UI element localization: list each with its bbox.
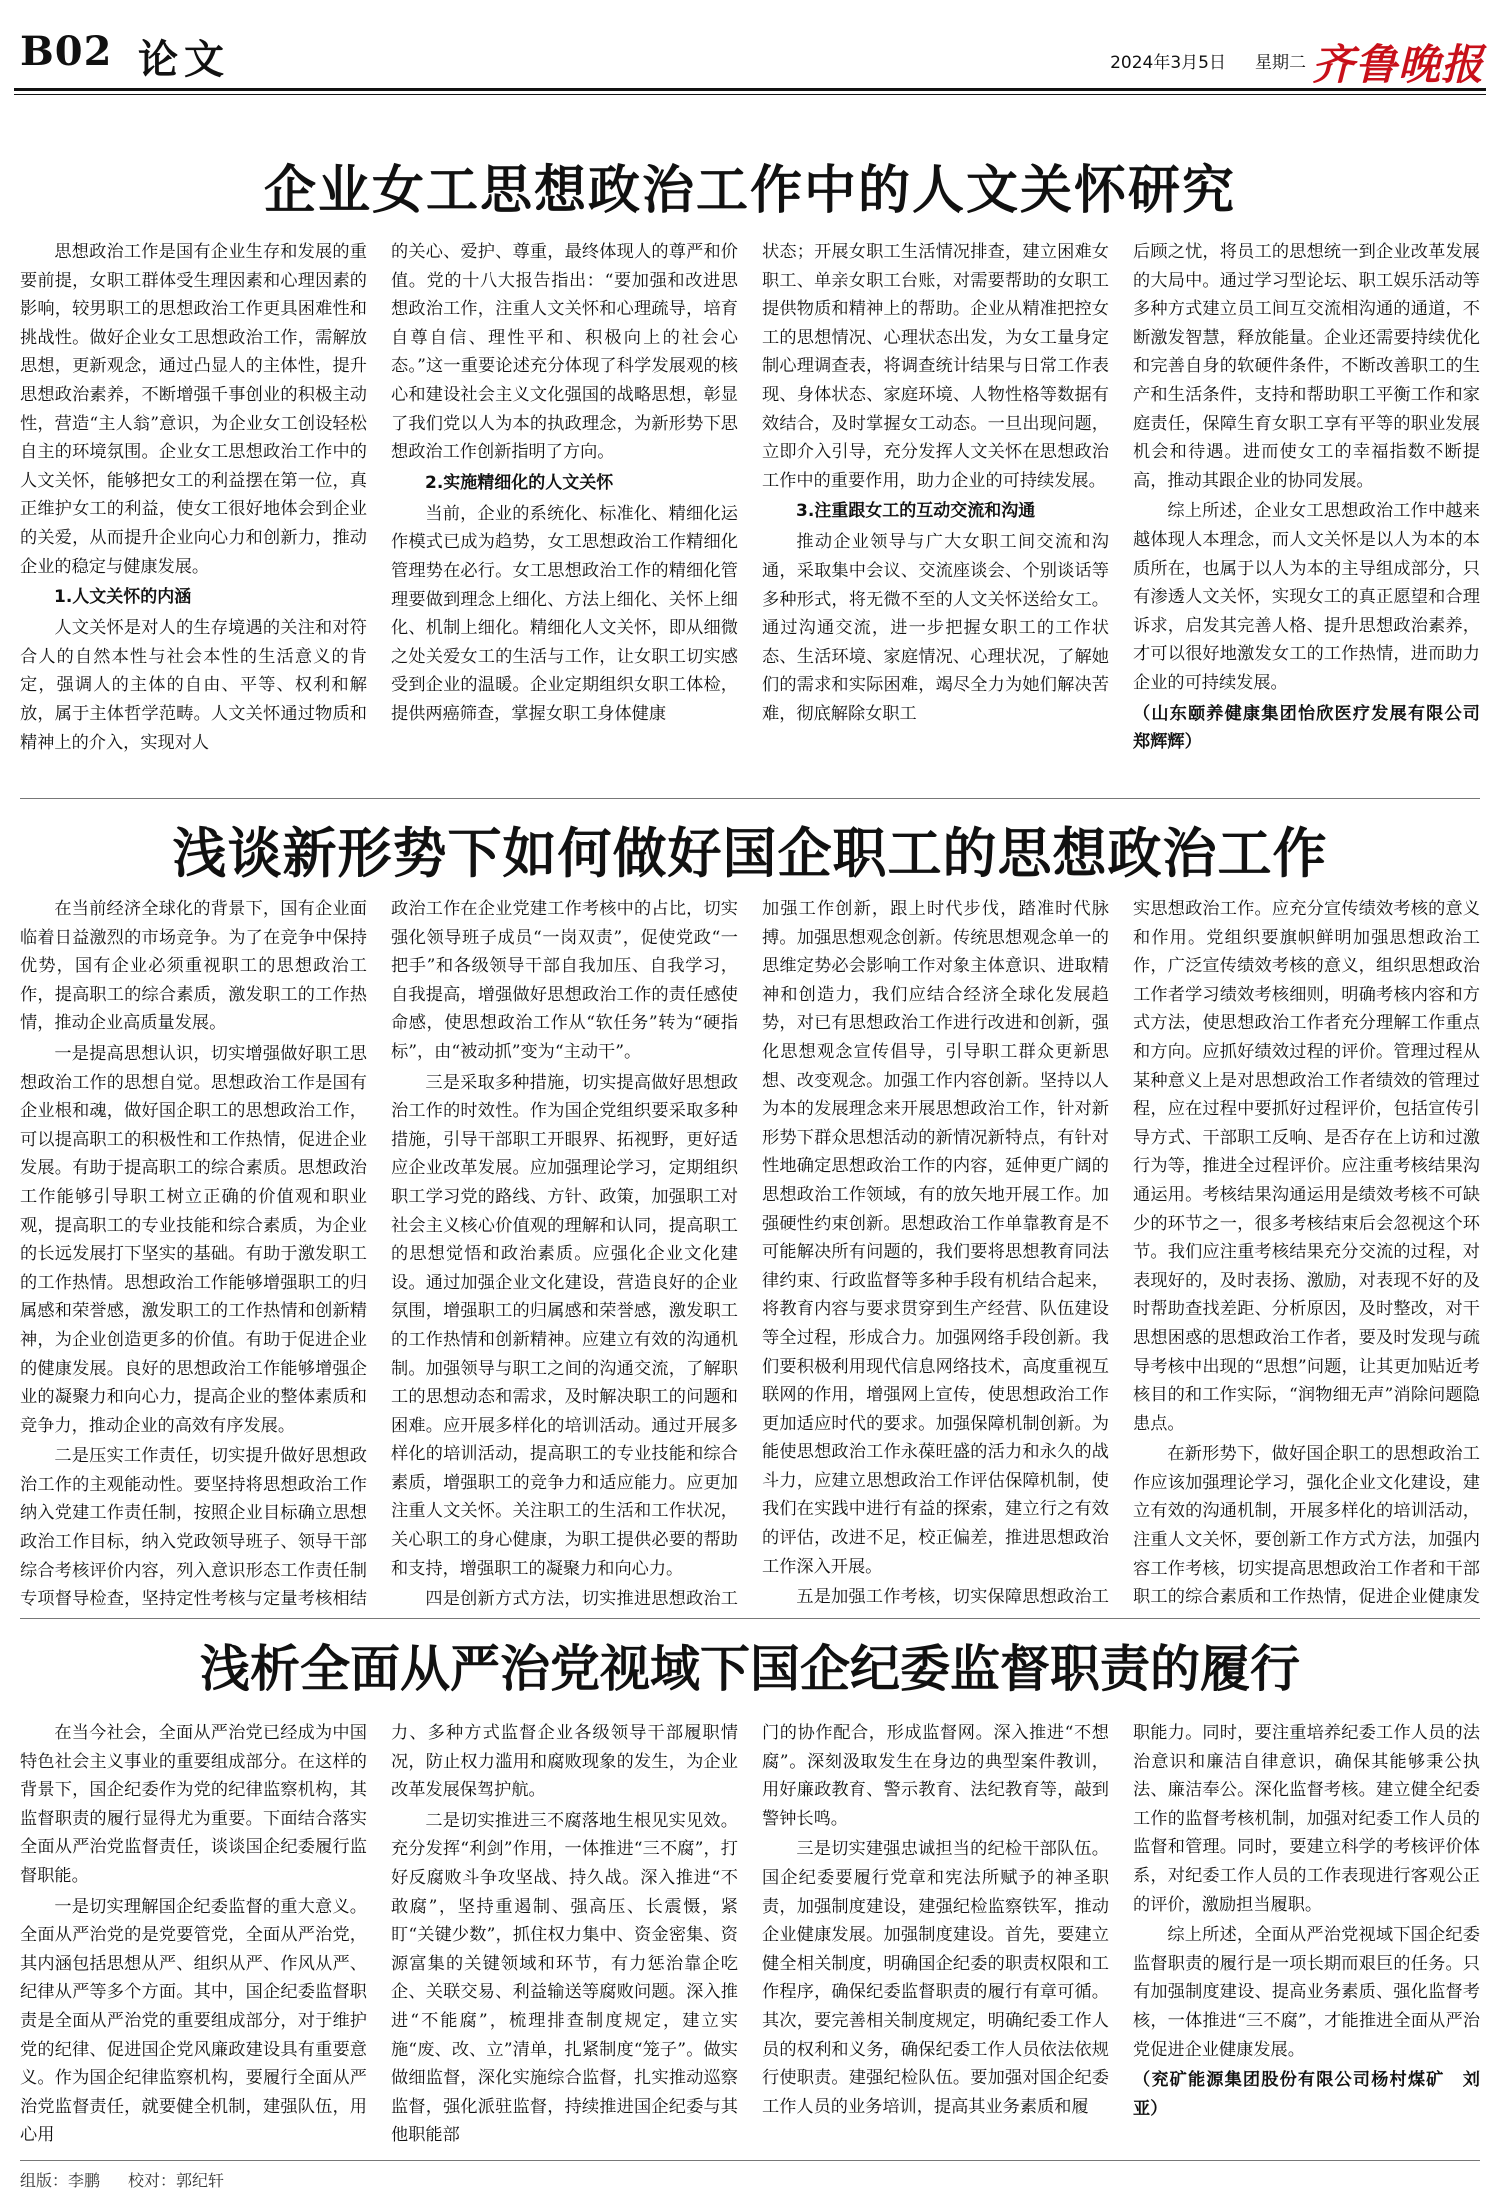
paragraph: 三是采取多种措施，切实提高做好思想政治工作的时效性。作为国企党组织要采取多种措施，引导干部职工开眼界、拓视野，更好适应企业改革发展。应加强理论学习，定期组织职工学习党的路线、方针、政策，加强职工对社会主义核心价值观的理解和认同，提高职工的思想觉悟和政治素质。应强化企业文化建设。通过加强企业文化建设，营造良好的企业氛围，增强职工的归属感和荣誉感，激发职工的工作热情和创新精神。应建立有效的沟通机制。加强领导与职工之间的沟通交流，了解职工的思想动态和需求，及时解决职工的问题和困难。应开展多样化的培训活动。通过开展多样化的培训活动，提高职工的专业技能和综合素质，增强职工的竞争力和适应能力。应更加注重人文关怀。关注职工的生活和工作状况，关心职工的身心健康，为职工提供必要的帮助和支持，增强职工的凝聚力和向心力。 bbox=[391, 1072, 738, 1579]
issue-weekday: 星期二 bbox=[1255, 53, 1306, 73]
newspaper-logo: 齐鲁晚报 bbox=[1311, 40, 1484, 89]
paragraph: 职能力。同时，要注重培养纪委工作人员的法治意识和廉洁自律意识，确保其能够秉公执法、廉洁奉公。深化监督考核。建立健全纪委工作的监督考核机制，加强对纪委工作人员的监督和管理。同时，要建立科学的考核评价体系，对纪委工作人员的工作表现进行客观公正的评价，激励担当履职。 bbox=[1133, 1723, 1480, 1915]
section-name: 论文 bbox=[138, 36, 230, 83]
paragraph: 当前，企业的系统化、标准化、精细化运作模式已成为趋势，女工思想政治工作精细化管理势在必行。女工思想政治工作的精细化管理要做到理念上细化、方法上细化、关怀上细化、机制上细化。精细化人文关怀，即从细微之处关爱女工的生活与工作，让女职工切实感受到企业的温暖。企业定期组织女职工体检，提供两癌筛查，掌握女职工身体健康 bbox=[391, 503, 738, 724]
paragraph: 在当今社会，全面从严治党已经成为中国特色社会主义事业的重要组成部分。在这样的背景下，国企纪委作为党的纪律监察机构，其监督职责的履行显得尤为重要。下面结合落实全面从严治党监督责任，谈谈国企纪委履行监督职能。 bbox=[20, 1723, 367, 1886]
paragraph: 门的协作配合，形成监督网。深入推进“不想腐”。深刻汲取发生在身边的典型案件教训，用好廉政教育、警示教育、法纪教育等，敲到警钟长鸣。 bbox=[762, 1723, 1109, 1829]
paragraph: 综上所述，企业女工思想政治工作中越来越体现人本理念，而人文关怀是以人为本的本质所在，也属于以人为本的主导组成部分，只有渗透人文关怀，实现女工的真正愿望和合理诉求，启发其完善人格、提升思想政治素养，才可以很好地激发女工的工作热情，进而助力企业的可持续发展。 bbox=[1133, 501, 1480, 693]
paragraph: 思想政治工作是国有企业生存和发展的重要前提，女职工群体受生理因素和心理因素的影响，较男职工的思想政治工作更具困难性和挑战性。做好企业女工思想政治工作，需解放思想，更新观念，通过凸显人的主体性，提升思想政治素养，不断增强千事创业的积极主动性，营造“主人翁”意识，为企业女工创设轻松自主的环境氛围。企业女工思想政治工作中的人文关怀，能够把女工的利益摆在第一位，真正维护女工的利益，使女工很好地体会到企业的关爱，从而提升企业向心力和创新力，推动企业的稳定与健康发展。 bbox=[20, 242, 367, 577]
layout-editor: 组版：李鹏 bbox=[20, 2171, 101, 2190]
article-title: 浅析全面从严治党视域下国企纪委监督职责的履行 bbox=[200, 1639, 1300, 1698]
article-body bbox=[20, 895, 1480, 1610]
article-1 bbox=[20, 140, 1480, 800]
paragraph: 力、多种方式监督企业各级领导干部履职情况，防止权力滥用和腐败现象的发生，为企业改革发展保驾护航。 bbox=[391, 1723, 738, 1801]
author-byline: （兖矿能源集团股份有限公司杨村煤矿 刘亚） bbox=[1133, 2070, 1480, 2119]
footer-rule bbox=[20, 2160, 1480, 2161]
issue-date: 2024年3月5日 bbox=[1110, 53, 1226, 73]
article-column bbox=[391, 1719, 738, 2151]
article-title: 企业女工思想政治工作中的人文关怀研究 bbox=[263, 160, 1236, 221]
paragraph: 加强工作创新，跟上时代步伐，踏准时代脉搏。加强思想观念创新。传统思想观念单一的思维定势必会影响工作对象主体意识、进取精神和创造力，我们应结合经济全球化发展趋势，对已有思想政治工作进行改进和创新，强化思想观念宣传倡导，引导职工群众更新思想、改变观念。加强工作内容创新。坚持以人为本的发展理念来开展思想政治工作，针对新形势下群众思想活动的新情况新特点，有针对性地确定思想政治工作的内容，延伸更广阔的思想政治工作领域，有的放矢地开展工作。加强硬性约束创新。思想政治工作单靠教育是不可能解决所有问题的，我们要将思想教育同法律约束、行政监督等多种手段有机结合起来，将教育内容与要求贯穿到生产经营、队伍建设等全过程，形成合力。加强网络手段创新。我们要积极利用现代信息网络技术，高度重视互联网的作用，增强网上宣传，使思想政治工作更加适应时代的要求。加强保障机制创新。为能使思想政治工作永葆旺盛的活力和永久的战斗力，应建立思想政治工作评估保障机制，使我们在实践中进行有益的探索，建立行之有效的评估，改进不足，校正偏差，推进思想政治工作深入开展。 bbox=[762, 899, 1109, 1577]
article-column bbox=[391, 895, 738, 1610]
paragraph: 二是切实推进三不腐落地生根见实见效。充分发挥“利剑”作用，一体推进“三不腐”，打好反腐败斗争攻坚战、持久战。深入推进“不敢腐”，坚持重遏制、强高压、长震慑，紧盯“关键少数”，抓住权力集中、资金密集、资源富集的关键领域和环节，有力惩治靠企吃企、关联交易、利益输送等腐败问题。深入推进“不能腐”，梳理排查制度规定，建立实施“废、改、立”清单，扎紧制度“笼子”。做实做细监督，深化实施综合监督，扎实推动巡察监督，强化派驻监督，持续推进国企纪委与其他职能部 bbox=[391, 1810, 738, 2146]
paragraph: 二是压实工作责任，切实提升做好思想政治工作的主观能动性。要坚持将思想政治工作纳入党建工作责任制，按照企业目标确立思想政治工作目标，纳入党政领导班子、领导干部综合考核评价内容，列入意识形态工作责任制专项督导检查，坚持定性考核与定量考核相结 bbox=[20, 1446, 367, 1610]
article-separator bbox=[20, 1618, 1480, 1619]
paragraph: 五是加强工作考核，切实保障思想政治工 bbox=[796, 1587, 1109, 1608]
paragraph: 人文关怀是对人的生存境遇的关注和对符合人的自然本性与社会本性的生活意义的肯定，强调人的主体的自由、平等、权利和解放，属于主体哲学范畴。人文关怀通过物质和精神上的介入，实现对人 bbox=[20, 618, 367, 753]
paragraph: 状态；开展女职工生活情况排查，建立困难女职工、单亲女职工台账，对需要帮助的女职工提供物质和精神上的帮助。企业从精准把控女工的思想情况、心理状态出发，为女工量身定制心理调查表，将调查统计结果与日常工作表现、身体状态、家庭环境、人物性格等数据有效结合，及时掌握女工动态。一旦出现问题，立即介入引导，充分发挥人文关怀在思想政治工作中的重要作用，助力企业的可持续发展。 bbox=[762, 242, 1109, 491]
article-title: 浅谈新形势下如何做好国企职工的思想政治工作 bbox=[172, 821, 1328, 885]
paragraph: 三是切实建强忠诚担当的纪检干部队伍。国企纪委要履行党章和宪法所赋予的神圣职责，加强制度建设，建强纪检监察铁军，推动企业健康发展。加强制度建设。首先，要建立健全相关制度，明确国企纪委的职责权限和工作程序，确保纪委监督职责的履行有章可循。其次，要完善相关制度规定，明确纪委工作人员的权利和义务，确保纪委工作人员依法依规行使职责。建强纪检队伍。要加强对国企纪委工作人员的业务培训，提高其业务素质和履 bbox=[762, 1839, 1109, 2117]
paragraph: 四是创新方式方法，切实推进思想政治工 bbox=[425, 1589, 738, 1610]
page-footer bbox=[20, 2168, 224, 2191]
masthead-rule-thin bbox=[14, 94, 1486, 95]
paragraph: 的关心、爱护、尊重，最终体现人的尊严和价值。党的十八大报告指出：“要加强和改进思想政治工作，注重人文关怀和心理疏导，培育自尊自信、理性平和、积极向上的社会心态。”这一重要论述充分体现了科学发展观的核心和建设社会主义文化强国的战略思想，彰显了我们党以人为本的执政理念，为新形势下思想政治工作创新指明了方向。 bbox=[391, 242, 738, 463]
paragraph: 在当前经济全球化的背景下，国有企业面临着日益激烈的市场竞争。为了在竞争中保持优势，国有企业必须重视职工的思想政治工作，提高职工的综合素质，激发职工的工作热情，推动企业高质量发展。 bbox=[20, 899, 367, 1034]
paragraph: 后顾之忧，将员工的思想统一到企业改革发展的大局中。通过学习型论坛、职工娱乐活动等多种方式建立员工间互交流相沟通的通道，不断激发智慧，释放能量。企业还需要持续优化和完善自身的软硬件条件，不断改善职工的生产和生活条件，支持和帮助职工平衡工作和家庭责任，保障生育女职工享有平等的职业发展机会和待遇。进而使女工的幸福指数不断提高，推动其跟企业的协同发展。 bbox=[1133, 242, 1480, 491]
article-body bbox=[20, 238, 1480, 794]
page-code: B02 bbox=[20, 28, 113, 75]
article-column bbox=[20, 1719, 367, 2151]
article-column bbox=[1133, 1719, 1480, 2151]
article-column bbox=[762, 1719, 1109, 2151]
author-byline: （山东颐养健康集团怡欣医疗发展有限公司 郑辉辉） bbox=[1133, 703, 1480, 753]
article-column bbox=[1133, 238, 1480, 794]
article-column bbox=[762, 895, 1109, 1610]
article-separator bbox=[20, 798, 1480, 799]
article-2 bbox=[20, 805, 1480, 1615]
paragraph: 在新形势下，做好国企职工的思想政治工作应该加强理论学习，强化企业文化建设，建立有效的沟通机制，开展多样化的培训活动，注重人文关怀，要创新工作方式方法，加强内容工作考核，切实提高思想政治工作者和干部职工的综合素质和工作热情，促进企业健康发 bbox=[1133, 1444, 1480, 1608]
article-column bbox=[20, 238, 367, 794]
article-3 bbox=[20, 1625, 1480, 2155]
section-subheading: 2.实施精细化的人文关怀 bbox=[425, 472, 614, 493]
proofreader: 校对：郭纪轩 bbox=[128, 2171, 225, 2190]
article-column bbox=[20, 895, 367, 1610]
section-subheading: 3.注重跟女工的互动交流和沟通 bbox=[796, 501, 1036, 522]
paragraph: 政治工作在企业党建工作考核中的占比，切实强化领导班子成员“一岗双责”，促使党政“一把手”和各级领导干部自我加压、自我学习，自我提高，增强做好思想政治工作的责任感使命感，使思想政治工作从“软任务”转为“硬指标”，由“被动抓”变为“主动干”。 bbox=[391, 899, 738, 1062]
paragraph: 实思想政治工作。应充分宣传绩效考核的意义和作用。党组织要旗帜鲜明加强思想政治工作，广泛宣传绩效考核的意义，组织思想政治工作者学习绩效考核细则，明确考核内容和方式方法，使思想政治工作者充分理解工作重点和方向。应抓好绩效过程的评价。管理过程从某种意义上是对思想政治工作者绩效的管理过程，应在过程中要抓好过程评价，包括宣传引导方式、干部职工反响、是否存在上访和过激行为等，推进全过程评价。应注重考核结果沟通运用。考核结果沟通运用是绩效考核不可缺少的环节之一，很多考核结束后会忽视这个环节。我们应注重考核结果充分交流的过程，对表现好的，及时表扬、激励，对表现不好的及时帮助查找差距、分析原因，及时整改，对干思想困惑的思想政治工作者，要及时发现与疏导考核中出现的“思想”问题，让其更加贴近考核目的和工作实际，“润物细无声”消除问题隐患点。 bbox=[1133, 899, 1480, 1434]
article-column bbox=[391, 238, 738, 794]
paragraph: 一是提高思想认识，切实增强做好职工思想政治工作的思想自觉。思想政治工作是国有企业根和魂，做好国企职工的思想政治工作，可以提高职工的积极性和工作热情，促进企业发展。有助于提高职工的综合素质。思想政治工作能够引导职工树立正确的价值观和职业观，提高职工的专业技能和综合素质，为企业的长远发展打下坚实的基础。有助于激发职工的工作热情。思想政治工作能够增强职工的归属感和荣誉感，激发职工的工作热情和创新精神，为企业创造更多的价值。有助于促进企业的健康发展。良好的思想政治工作能够增强企业的凝聚力和向心力，提高企业的整体素质和竞争力，推动企业的高效有序发展。 bbox=[20, 1043, 367, 1436]
article-body bbox=[20, 1719, 1480, 2151]
article-column bbox=[762, 238, 1109, 794]
masthead-rule bbox=[14, 88, 1486, 91]
article-column bbox=[1133, 895, 1480, 1610]
paragraph: 推动企业领导与广大女职工间交流和沟通，采取集中会议、交流座谈会、个别谈话等多种形式，将无微不至的人文关怀送给女工。通过沟通交流，进一步把握女职工的工作状态、生活环境、家庭情况、心理状况，了解她们的需求和实际困难，竭尽全力为她们解决苦难，彻底解除女职工 bbox=[762, 532, 1109, 724]
masthead bbox=[14, 28, 1486, 108]
section-subheading: 1.人文关怀的内涵 bbox=[54, 587, 192, 608]
paragraph: 综上所述，全面从严治党视域下国企纪委监督职责的履行是一项长期而艰巨的任务。只有加强制度建设、提高业务素质、强化监督考核，一体推进“三不腐”，才能推进全面从严治党促进企业健康发展。 bbox=[1133, 1925, 1480, 2060]
paragraph: 一是切实理解国企纪委监督的重大意义。全面从严治党的是党要管党，全面从严治党，其内涵包括思想从严、组织从严、作风从严、纪律从严等多个方面。其中，国企纪委监督职责是全面从严治党的重要组成部分，对于维护党的纪律、促进国企党风廉政建设具有重要意义。作为国企纪律监察机构，要履行全面从严治党监督责任，就要健全机制，建强队伍，用心用 bbox=[20, 1896, 367, 2146]
